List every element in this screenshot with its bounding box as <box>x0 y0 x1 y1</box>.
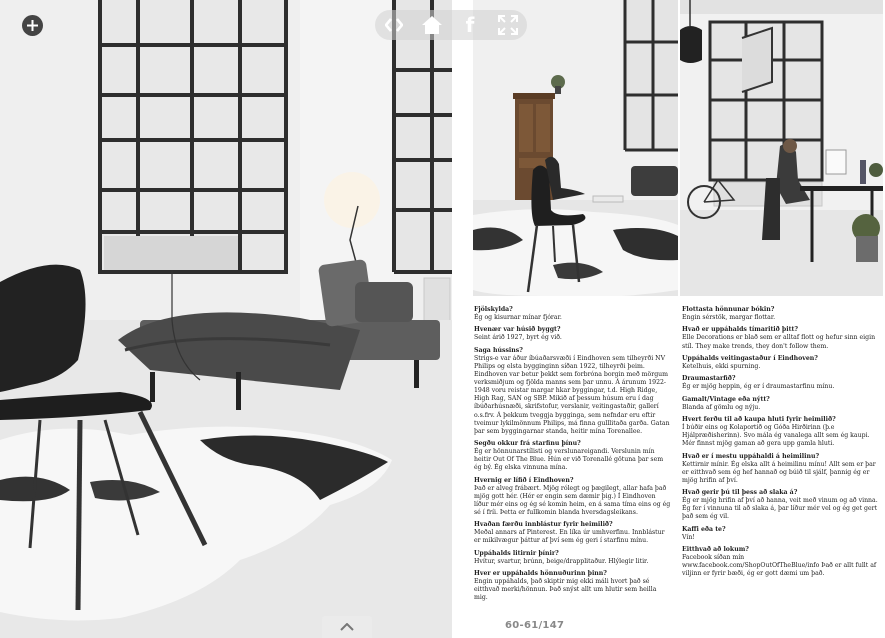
qa-answer: Engin uppáhalds, það skiptir mig ekki máli hvort það sé eitthvað merki/hönnun. Það snýst allt um hlutir sem heilla mig. <box>474 578 657 602</box>
qa-answer: Ég og kisurnar mínar fjórar. <box>474 314 562 322</box>
qa-item <box>474 521 672 545</box>
qa-column-left <box>474 306 672 607</box>
qa-answer: Ketelhuis, ekki spurning. <box>682 362 761 370</box>
qa-question: Uppáhalds veitingastaður í Eindhoven? <box>682 354 818 362</box>
facebook-button[interactable] <box>455 10 485 40</box>
qa-item <box>682 453 882 485</box>
qa-item <box>682 396 882 412</box>
qa-question: Hvað er í mestu uppáhaldi á heimilinu? <box>682 452 820 460</box>
qa-item <box>474 306 672 322</box>
qa-question: Hver er uppáhalds hönnuðurinn þinn? <box>474 570 607 578</box>
qa-item <box>682 355 882 371</box>
share-button[interactable] <box>379 10 409 40</box>
qa-answer: Kettirnir mínir. Ég elska allt á heimilinu mínu! Allt sem er þar er eitthvað sem ég hef hannað og búið til sjálf, þannig ég er mjög hrifin af því. <box>682 460 876 484</box>
fullscreen-button[interactable] <box>493 10 523 40</box>
qa-item <box>474 570 672 602</box>
chevron-up-icon <box>340 623 354 631</box>
qa-question: Eitthvað að lokum? <box>682 546 749 554</box>
qa-item <box>682 416 882 448</box>
qa-answer: Ég er hönnunarstílisti og verslunareigandi. Verslunin mín heitir Out Of The Blue. Hún er við Torenallé götuna þar sem ég bý. Ég elska vinnuna mína. <box>474 448 664 472</box>
qa-question: Hvaðan færðu innblástur fyrir heimilið? <box>474 521 613 529</box>
qa-question: Hvað er uppáhalds tímaritið þitt? <box>682 326 798 334</box>
qa-item <box>682 306 882 322</box>
qa-answer: Meðal annars af Pinterest. En líka úr umhverfinu. Innblástur er mikilvægur þáttur af því sem ég geri í starfinu mínu. <box>474 529 665 545</box>
qa-question: Hvernig er lífið í Eindhoven? <box>474 476 574 484</box>
qa-question: Kaffi eða te? <box>682 525 726 533</box>
facebook-icon: f <box>465 13 475 37</box>
qa-column-right <box>682 306 882 583</box>
qa-item <box>474 326 672 342</box>
qa-question: Hvert ferðu til að kaupa hluti fyrir heimilið? <box>682 415 836 423</box>
qa-question: Hvað gerir þú til þess að slaka á? <box>682 489 798 497</box>
qa-answer: Blanda af gömlu og nýju. <box>682 403 761 411</box>
interior-photo-workspace <box>680 0 883 296</box>
qa-item <box>474 347 672 436</box>
qa-answer: Elle Decorations er blað sem er alltaf flott og hefur sinn eigin stíl. They make trends, they don't follow them. <box>682 334 876 350</box>
code-share-icon <box>385 17 403 33</box>
add-button[interactable] <box>22 15 43 36</box>
qa-answer: Seint árið 1927, byrt ég við. <box>474 334 562 342</box>
qa-question: Flottasta hönnunar bókin? <box>682 306 775 313</box>
qa-question: Gamalt/Vintage eða nýtt? <box>682 395 770 403</box>
qa-item <box>682 546 882 578</box>
qa-item <box>682 326 882 350</box>
qa-question: Uppáhalds litirnir þínir? <box>474 549 559 557</box>
page-number: 60-61/147 <box>505 620 565 631</box>
interior-photo-chairs <box>473 0 678 296</box>
qa-item <box>682 375 882 391</box>
qa-answer: Strigs-e var áður íbúaðarsvæði í Eindhoven sem tilheyrði NV Philips og elsta bygginginn síðan 1922, tilheyrði þeim. Eindhoven var betur þekkt sem forbróna borgin með mörgum verksmiðjum og fjölda manns sem þar unnu. Á árunum 1922-1948 voru reistar margar hkar byggingar, t.d. High Ridge, High Rag, SAN og SBP. Mikið af þessum húsum eru í dag íbúðarhúsnæði, skrifstofur, verslanir, veitingastaðir, gallerí o.s.frv. Á þekkum tveggja bygginga, sem nefndar eru eftir tveimur lykilmönnum Philips, má finna gulllitaða garða. Gatan þar sem byggingarnar standa, heitir mína Torenallee. <box>474 354 670 435</box>
home-button[interactable] <box>417 10 447 40</box>
qa-item <box>474 550 672 566</box>
qa-question: Saga hússins? <box>474 346 523 354</box>
qa-item <box>682 526 882 542</box>
qa-answer: Ég er mjög heppin, ég er í draumastarfinu mínu. <box>682 383 835 391</box>
qa-answer: Ég er mjög hrifin af því að hanna, veit með vinum og að vinna. Ég fer í vinnuna til að slaka á, þar líður mér vel og ég get gert það sem ég vil. <box>682 497 878 521</box>
fullscreen-icon <box>498 15 518 35</box>
qa-answer: Í búðir eins og Kolaportið og Góða Hirðirinn (þ.e Hjálpræðisherinn). Svo mála ég vanalega allt sem ég kaupi. Mér finnst mjög gaman að gera upp gamla hluti. <box>682 424 870 448</box>
qa-item <box>474 477 672 517</box>
qa-question: Draumastarfið? <box>682 375 736 383</box>
qa-question: Fjölskylda? <box>474 306 513 313</box>
viewer-toolbar <box>375 10 527 40</box>
qa-question: Hvenær var húsið byggt? <box>474 326 561 334</box>
plus-icon <box>26 19 39 32</box>
qa-item <box>682 489 882 521</box>
qa-answer: Facebook síðan mín www.facebook.com/ShopOutOfTheBlue/info Það er allt fullt af viljinn er fyrir bæði, ég er gott dæmi um það. <box>682 554 877 578</box>
home-icon <box>421 15 443 35</box>
show-thumbnails-button[interactable] <box>322 616 372 638</box>
qa-answer: Engin sérstök, margar flottar. <box>682 314 776 322</box>
qa-item <box>474 440 672 472</box>
qa-answer: Hvítur, svartur, brúnn, beige/drapplitaður. Hlýlegir litir. <box>474 557 649 565</box>
qa-question: Segðu okkur frá starfinu þínu? <box>474 439 581 447</box>
qa-answer: Það er alveg frábært. Mjög rólegt og þægilegt, allar hafa það mjög gott hér. (Hér er engin sem dæmir þig.) Í Eindhoven líður mér eins og ég sé komin heim, en á sama tíma eins og ég sé í fríi. Þetta er fullkomin blanda hversdagsleikans. <box>474 484 671 516</box>
qa-answer: Vín! <box>682 533 695 541</box>
